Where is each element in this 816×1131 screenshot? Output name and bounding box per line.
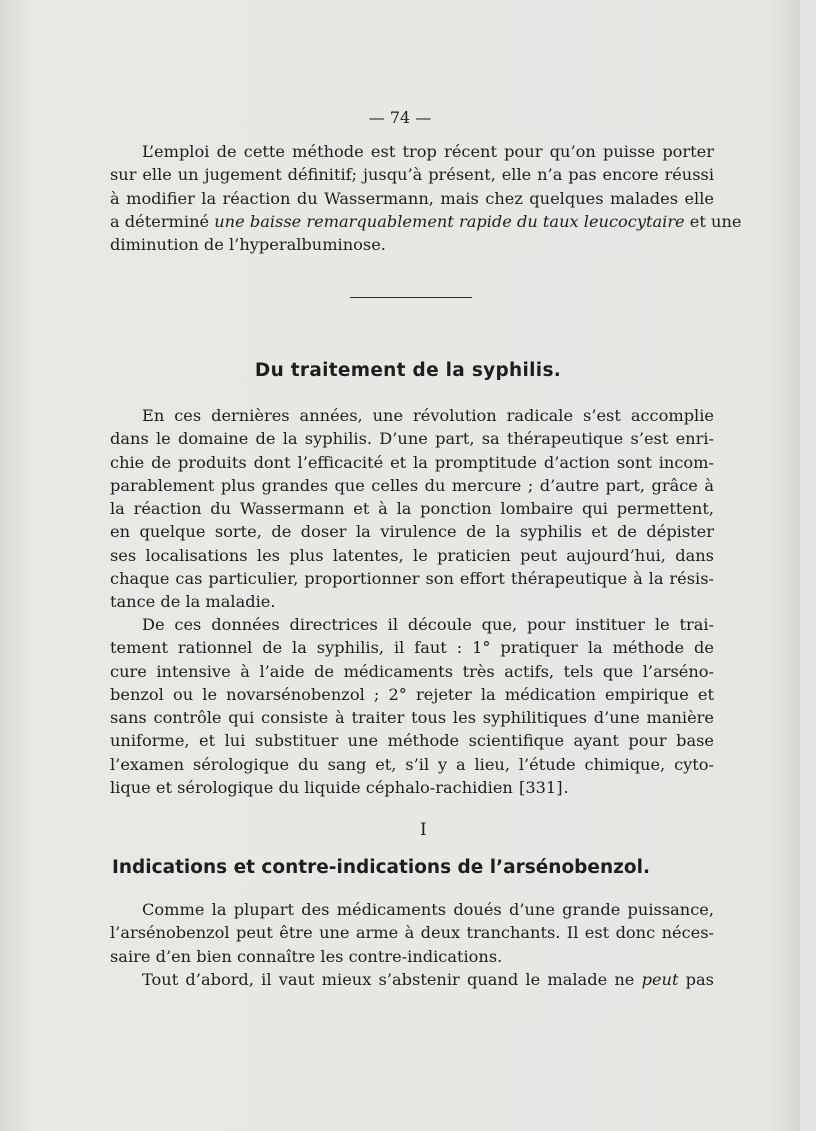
text-line: benzol ou le novarsénobenzol ; 2° rejeter la médication empirique et — [110, 684, 714, 704]
text-line: l’examen sérologique du sang et, s’il y a lieu, l’étude chimique, cyto- — [110, 754, 714, 774]
text-line: L’emploi de cette méthode est trop récent pour qu’on puisse porter — [142, 142, 714, 161]
text-line: chie de produits dont l’efficacité et la promptitude d’action sont incom- — [110, 452, 714, 472]
text-line: a déterminé une baisse remarquablement rapide du taux leucocytaire et une — [110, 211, 742, 231]
text-line: l’arsénobenzol peut être une arme à deux tranchants. Il est donc néces- — [110, 923, 714, 943]
text-line: saire d’en bien connaître les contre-indications. — [110, 946, 503, 966]
text-line: en quelque sorte, de doser la virulence de la syphilis et de dépister — [110, 522, 714, 542]
subsection-number: I — [420, 820, 427, 840]
text-line: dans le domaine de la syphilis. D’une part, sa thérapeutique s’est enri- — [110, 429, 714, 449]
section-title: Du traitement de la syphilis. — [254, 360, 562, 381]
text-line: sur elle un jugement définitif; jusqu’à présent, elle n’a pas encore réussi — [110, 165, 714, 185]
text-line: lique et sérologique du liquide céphalo-rachidien [331]. — [110, 778, 569, 798]
text-line: ses localisations les plus latentes, le praticien peut aujourd’hui, dans — [110, 545, 714, 565]
intro-paragraph — [110, 140, 742, 256]
text-line: Comme la plupart des médicaments doués d’une grande puissance, — [142, 900, 714, 919]
text-line: la réaction du Wassermann et à la ponction lombaire qui permettent, — [110, 499, 714, 519]
text-line: En ces dernières années, une révolution radicale s’est accomplie — [142, 406, 714, 425]
page-number: — 74 — — [368, 108, 432, 127]
subsection-paragraph-1 — [110, 898, 714, 968]
bibliography-reference: [331] — [519, 778, 563, 798]
text-line: cure intensive à l’aide de médicaments très actifs, tels que l’arséno- — [110, 661, 714, 681]
text-line: uniforme, et lui substituer une méthode scientifique ayant pour base — [110, 731, 714, 751]
subsection-paragraph-2 — [110, 968, 714, 991]
section-divider — [350, 297, 472, 298]
text-line: sans contrôle qui consiste à traiter tous les syphilitiques d’une manière — [110, 708, 714, 728]
text-line: à modifier la réaction du Wassermann, mais chez quelques malades elle — [110, 188, 714, 208]
text-line: tance de la maladie. — [110, 592, 276, 612]
section-paragraph-1 — [110, 404, 714, 614]
text-line: Tout d’abord, il vaut mieux s’abstenir quand le malade ne peut pas — [142, 970, 714, 989]
section-paragraph-2 — [110, 613, 714, 799]
text-line: De ces données directrices il découle que, pour instituer le trai- — [142, 615, 714, 634]
text-line: diminution de l’hyperalbuminose. — [110, 235, 386, 255]
text-line: tement rationnel de la syphilis, il faut : 1° pratiquer la méthode de — [110, 638, 714, 658]
italic-word: peut — [641, 970, 679, 989]
text-line: chaque cas particulier, proportionner son effort thérapeutique à la résis- — [110, 569, 714, 589]
subsection-title: Indications et contre-indications de l’arsénobenzol. — [112, 857, 650, 878]
text-line: parablement plus grandes que celles du mercure ; d’autre part, grâce à — [110, 475, 714, 495]
italic-phrase: une baisse remarquablement rapide du taux leucocytaire — [214, 211, 685, 231]
